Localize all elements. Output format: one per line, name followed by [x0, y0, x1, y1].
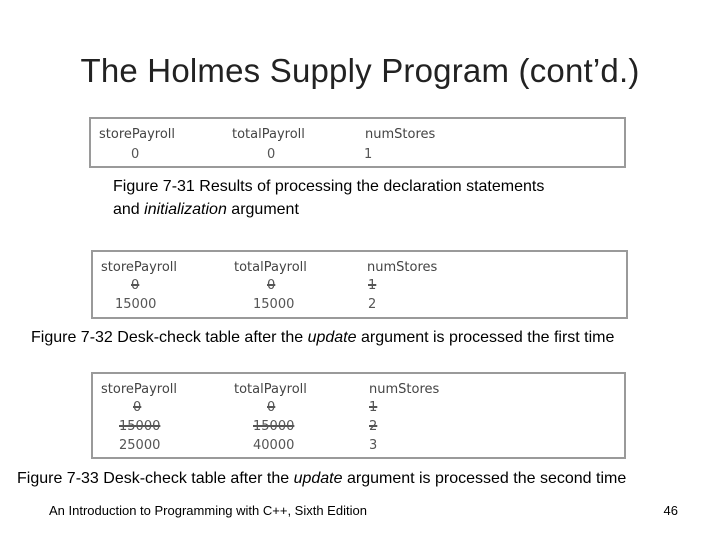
table-cell: 40000 — [253, 438, 295, 453]
figure-caption-7-31-line2 — [113, 201, 299, 219]
table-cell: 25000 — [119, 438, 161, 453]
footer-book-title: An Introduction to Programming with C++, Sixth Edition — [49, 503, 367, 518]
table-cell-crossed-out: 15000 — [119, 419, 161, 434]
desk-check-table-fig-7-32 — [91, 250, 628, 319]
caption-emphasis: update — [293, 470, 343, 487]
table-cell: 3 — [369, 438, 378, 453]
desk-check-table-fig-7-33 — [91, 372, 626, 459]
caption-text: argument is processed the first time — [356, 329, 615, 346]
table-cell-crossed-out: 0 — [133, 400, 142, 415]
table-cell-crossed-out: 0 — [267, 278, 276, 293]
table-cell: 1 — [364, 147, 373, 162]
table-cell-crossed-out: 0 — [267, 400, 276, 415]
caption-text: Figure 7-33 Desk-check table after the — [17, 470, 294, 487]
table-cell-crossed-out: 1 — [369, 400, 378, 415]
caption-text: Figure 7-32 Desk-check table after the — [31, 329, 308, 346]
table-cell: 0 — [267, 147, 276, 162]
column-header-totalPayroll: totalPayroll — [232, 127, 305, 142]
figure-caption-7-31-line1: Figure 7-31 Results of processing the declaration statements — [113, 178, 545, 195]
caption-emphasis: update — [307, 329, 357, 346]
table-cell-crossed-out: 1 — [368, 278, 377, 293]
table-cell: 15000 — [115, 297, 157, 312]
table-cell-crossed-out: 2 — [369, 419, 378, 434]
footer-page-number: 46 — [663, 503, 678, 518]
table-cell-crossed-out: 0 — [131, 278, 140, 293]
table-cell-crossed-out: 15000 — [253, 419, 295, 434]
caption-text: and — [113, 201, 145, 218]
figure-caption-7-33 — [17, 470, 626, 488]
column-header-totalPayroll: totalPayroll — [234, 382, 307, 397]
column-header-storePayroll: storePayroll — [101, 260, 178, 275]
column-header-storePayroll: storePayroll — [101, 382, 178, 397]
column-header-storePayroll: storePayroll — [99, 127, 176, 142]
table-cell: 2 — [368, 297, 377, 312]
column-header-totalPayroll: totalPayroll — [234, 260, 307, 275]
desk-check-table-fig-7-31 — [89, 117, 626, 168]
column-header-numStores: numStores — [367, 260, 438, 275]
caption-emphasis: initialization — [144, 201, 227, 218]
table-cell: 15000 — [253, 297, 295, 312]
figure-caption-7-32 — [31, 329, 614, 347]
caption-text: argument — [226, 201, 299, 218]
slide-title: The Holmes Supply Program (cont’d.) — [80, 52, 640, 89]
column-header-numStores: numStores — [365, 127, 436, 142]
caption-text: argument is processed the second time — [342, 470, 627, 487]
column-header-numStores: numStores — [369, 382, 440, 397]
table-cell: 0 — [131, 147, 140, 162]
